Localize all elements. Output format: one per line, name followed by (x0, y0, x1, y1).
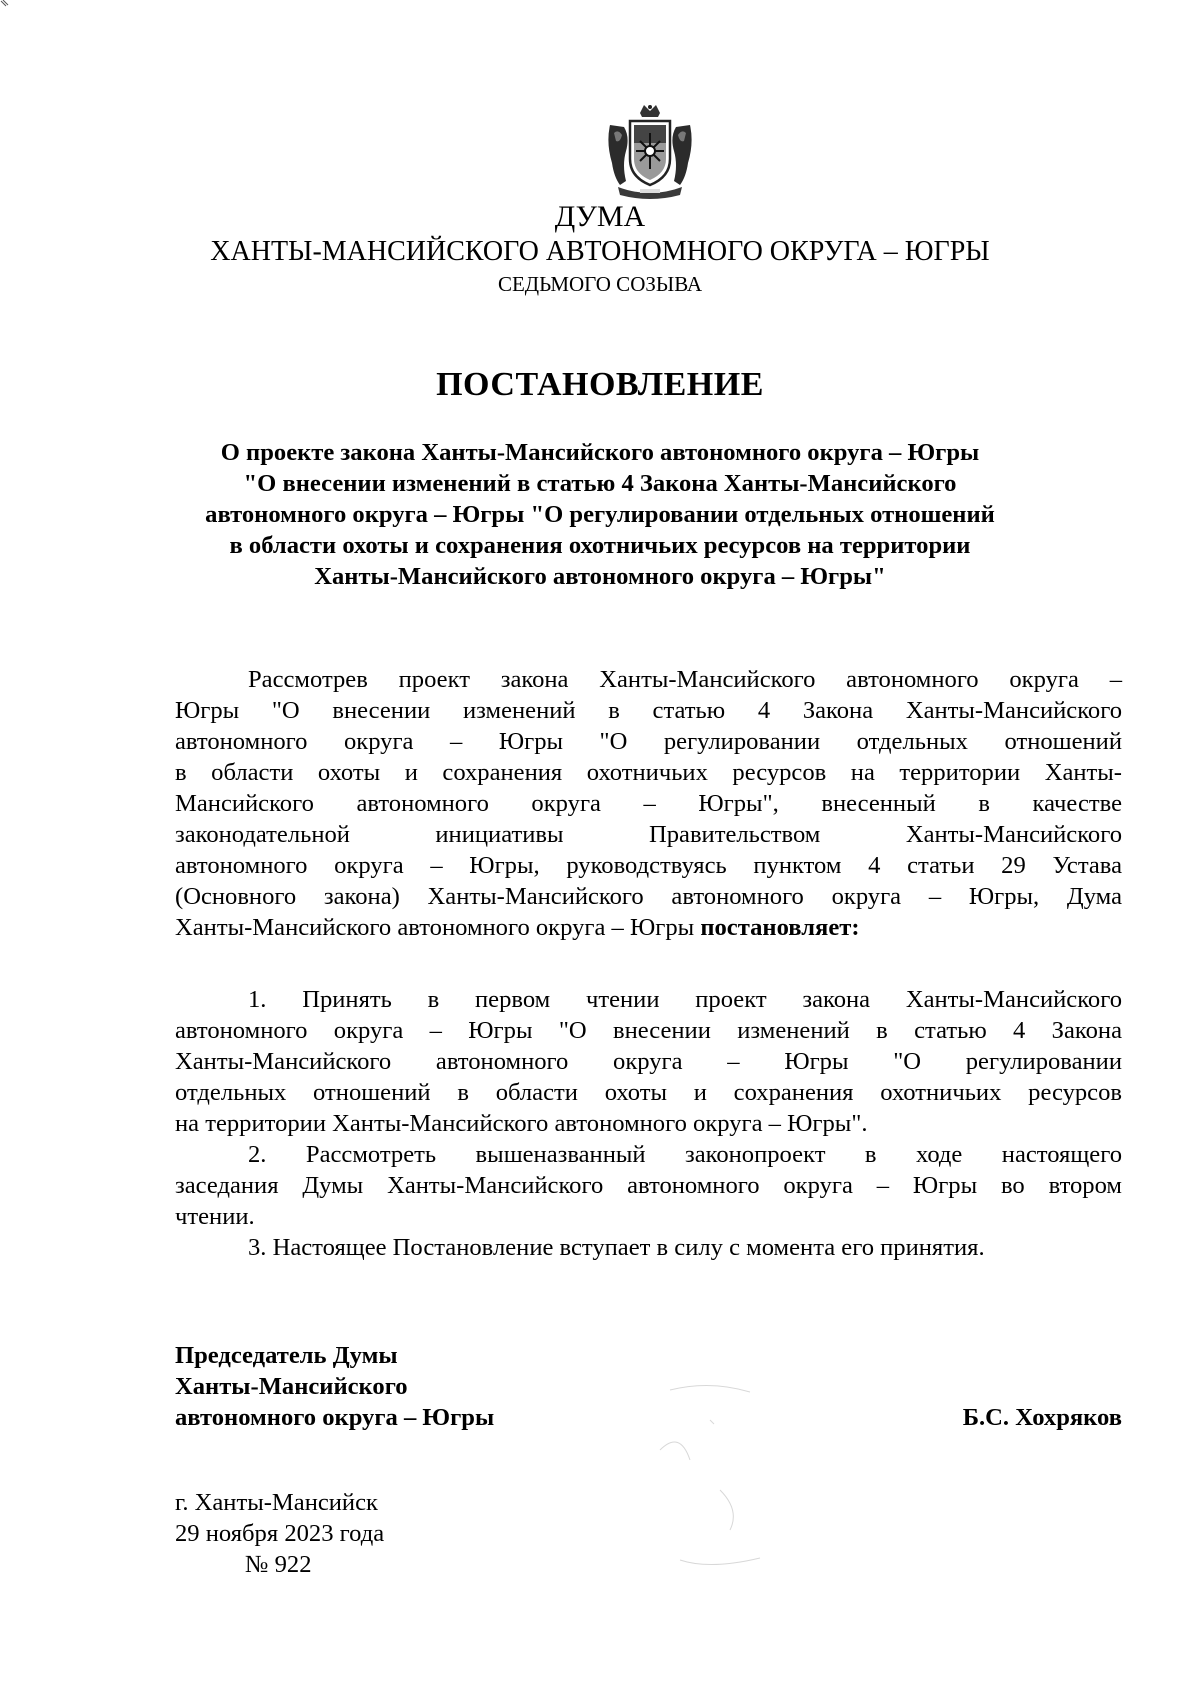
preamble-line: Мансийского автономного округа – Югры", внесенный в качестве (175, 790, 1122, 817)
preamble-line: автономного округа – Югры, руководствуясь пунктом 4 статьи 29 Устава (175, 852, 1122, 879)
preamble-line: законодательной инициативы Правительством Ханты-Мансийского (175, 821, 1122, 848)
item-line: отдельных отношений в области охоты и сохранения охотничьих ресурсов (175, 1079, 1122, 1106)
document-type-title: ПОСТАНОВЛЕНИЕ (436, 366, 764, 403)
signer-name: Б.С. Хохряков (962, 1404, 1122, 1431)
document-subject (150, 437, 1050, 592)
document-date: 29 ноября 2023 года (175, 1520, 385, 1547)
document-city: г. Ханты-Мансийск (175, 1489, 378, 1516)
subject-line: автономного округа – Югры "О регулировании отдельных отношений (205, 501, 995, 528)
item-line: чтении. (175, 1203, 255, 1230)
subject-line: О проекте закона Ханты-Мансийского автономного округа – Югры (220, 439, 980, 466)
resolution-items (175, 984, 1122, 1263)
preamble-final-line (175, 912, 1122, 943)
resolves-word: постановляет: (700, 914, 860, 941)
signer-position-line: Председатель Думы (175, 1342, 398, 1369)
resolution-item-2 (175, 1139, 1122, 1232)
resolution-item-1 (175, 984, 1122, 1139)
scan-corner-mark (0, 0, 10, 12)
signer-position-line: автономного округа – Югры (175, 1404, 495, 1431)
item-line: автономного округа – Югры "О внесении изменений в статью 4 Закона (175, 1017, 1122, 1044)
item-line: 3. Настоящее Постановление вступает в силу с момента его принятия. (248, 1234, 985, 1261)
signer-position-line: Ханты-Мансийского (175, 1373, 408, 1400)
coat-of-arms-icon (604, 103, 696, 203)
subject-line: "О внесении изменений в статью 4 Закона Ханты-Мансийского (243, 470, 957, 497)
item-line: 2. Рассмотреть вышеназванный законопроект в ходе настоящего (248, 1141, 1122, 1168)
subject-line: Ханты-Мансийского автономного округа – Югры" (314, 563, 886, 590)
org-convocation: СЕДЬМОГО СОЗЫВА (497, 272, 703, 296)
preamble-line: (Основного закона) Ханты-Мансийского автономного округа – Югры, Дума (175, 883, 1122, 910)
org-name: ДУМА (554, 200, 646, 233)
preamble-line: Югры "О внесении изменений в статью 4 Закона Ханты-Мансийского (175, 697, 1122, 724)
faint-stamp-trace (650, 1370, 780, 1590)
document-footer (175, 1487, 384, 1580)
preamble-paragraph (175, 664, 1122, 943)
preamble-line: в области охоты и сохранения охотничьих ресурсов на территории Ханты- (175, 759, 1122, 786)
preamble-line: автономного округа – Югры "О регулировании отдельных отношений (175, 728, 1122, 755)
item-line: на территории Ханты-Мансийского автономного округа – Югры". (175, 1110, 868, 1137)
preamble-line: Ханты-Мансийского автономного округа – Югры (175, 914, 695, 941)
subject-line: в области охоты и сохранения охотничьих ресурсов на территории (229, 532, 971, 559)
signer-position (175, 1340, 494, 1433)
resolution-item-3 (175, 1232, 1122, 1263)
item-line: заседания Думы Ханты-Мансийского автономного округа – Югры во втором (175, 1172, 1122, 1199)
org-region: ХАНТЫ-МАНСИЙСКОГО АВТОНОМНОГО ОКРУГА – ЮГРЫ (210, 236, 990, 267)
preamble-line: Рассмотрев проект закона Ханты-Мансийского автономного округа – (248, 666, 1122, 693)
item-line: 1. Принять в первом чтении проект закона Ханты-Мансийского (248, 986, 1122, 1013)
document-number: № 922 (245, 1551, 312, 1578)
item-line: Ханты-Мансийского автономного округа – Югры "О регулировании (175, 1048, 1122, 1075)
